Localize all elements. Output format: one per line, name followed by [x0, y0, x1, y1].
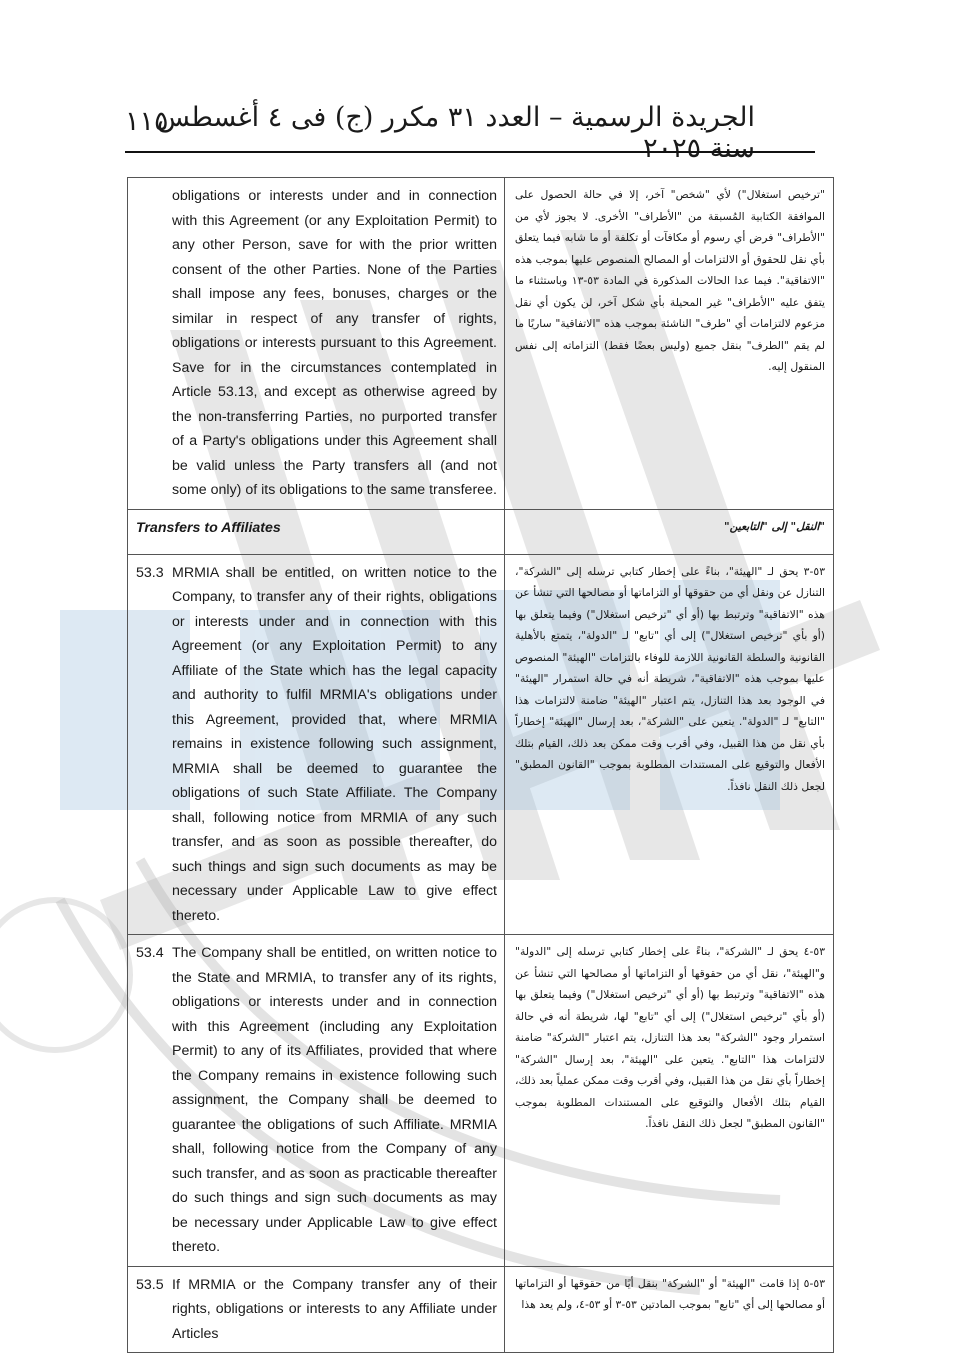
- arabic-clause-text: ٥٣-٥ إذا قامت "الهيئة" أو "الشركة" بنقل أيًا من حقوقها أو التزاماتها أو مصالحها إلى أي "تابع" بموجب المادتين ٥٣-٣ أو ٥٣-٤، ولم يعد هذا: [515, 1276, 825, 1311]
- arabic-clause-text: "ترخيص استغلال") لأي "شخص" آخر، إلا في حالة الحصول على الموافقة الكتابية المُسبقة من "الأطراف" الأخرى. لا يجوز لأي من "الأطراف" فرض أي رسوم أو مكافآت أو تكلفة أو ما شابه فيما يتعلق بأي نقل للحقوق أو الالتزامات أو المصالح المنصوص عليها بموجب هذه "الاتفاقية". فيما عدا الحالات المذكورة في المادة ٥٣-١٣ وباستثناء ما يتفق عليه "الأطراف" غير المحيلة بأي شكل آخر، لن يكون أي نقل مزعوم لالتزامات أي "طرف" الناشئة بموجب هذه "الاتفاقية" ساريًا ما لم يقم "الطرف" بنقل جميع (وليس بعضًا فقط) التزاماته إلى نفس المنقول إليه.: [515, 188, 825, 373]
- clause-number: 53.5: [136, 1276, 164, 1293]
- english-cell: [128, 1266, 505, 1353]
- table-row: [128, 178, 834, 510]
- english-cell: [128, 935, 505, 1267]
- english-cell: [128, 178, 505, 510]
- clause-text: If MRMIA or the Company transfer any of their rights, obligations or interests to any Affiliate under Articles: [172, 1276, 497, 1342]
- clause-text: The Company shall be entitled, on written notice to the State and MRMIA, to transfer any of its rights, obligations or interests under and in connection with this Agreement (including any Exploitation Permit) to any of its Affiliates, provided that where the Company remains in existence following such assignment, the Company shall be deemed to guarantee the obligations of such Affiliate. MRMIA shall, following notice from the Company of any such transfer, and as soon as practicable thereafter do such things and sign such documents as may be necessary under Applicable Law to give effect thereto.: [172, 945, 497, 1255]
- clause-number: 53.4: [136, 945, 164, 961]
- arabic-cell: [505, 935, 834, 1267]
- arabic-cell: [505, 554, 834, 935]
- arabic-cell: [505, 178, 834, 510]
- clause-number: 53.3: [136, 564, 164, 581]
- clause-text: obligations or interests under and in connection with this Agreement (or any Exploitation Permit) to any other Person, save for with the prior written consent of the other Parties. None of the Parties shall impose any fees, bonuses, charges or the similar in respect of any transfer of rights, obligations or interests pursuant to this Agreement. Save for in the circumstances contemplated in Article 53.13, and except as otherwise agreed by the non-transferring Parties, no purported transfer of a Party's obligations under this Agreement shall be valid unless the Party transfers all (and not some only) of its obligations to the same transferee.: [172, 188, 497, 498]
- header-rule: [125, 151, 815, 153]
- section-heading-ar: "النقل" إلى "التابعين": [505, 509, 834, 554]
- arabic-clause-text: ٥٣-٤ يحق لـ "الشركة"، بناءً على إخطار كتابي ترسله إلى "الدولة" و"الهيئة"، نقل أي من حقوقها أو التزاماتها أو مصالحها التي تنشأ عن هذه "الاتفاقية" وترتبط بها (أو أي "ترخيص استغلال") وفيما يتعلق بها (أو بأي "ترخيص استغلال") إلى أي "تابع" لها، شريطة أنه في حالة استمرار وجود "الشركة" بعد هذا التنازل، يتم اعتبار "الشركة" ضامنة لالتزامات هذا "التابع". يتعين على "الهيئة"، بعد إرسال "الشركة" إخطاراً بأي نقل من هذا القبيل، وفي أقرب وقت ممكن عملياً بعد ذلك، القيام بتلك الأفعال والتوقيع على المستندات المطلوبة بموجب "القانون المطبق" لجعل ذلك النقل نافذاً.: [515, 945, 825, 1130]
- english-cell: [128, 554, 505, 935]
- section-heading-en: Transfers to Affiliates: [128, 509, 505, 554]
- page-number: ١١٥: [125, 106, 169, 137]
- table-row: [128, 509, 834, 554]
- table-row: [128, 935, 834, 1267]
- arabic-cell: [505, 1266, 834, 1353]
- gazette-title: الجريدة الرسمية – العدد ٣١ مكرر (ج) فى ٤ أغسطس سنة ٢٠٢٥: [156, 102, 755, 164]
- table-row: [128, 554, 834, 935]
- clause-text: MRMIA shall be entitled, on written notice to the Company, to transfer any of their rights, obligations or interests under and in connection with this Agreement (or any Exploitation Permit) to any Affiliate of the State which has the legal capacity and authority to fulfil MRMIA's obligations under this Agreement, provided that, where MRMIA remains in existence following such assignment, MRMIA shall be deemed to guarantee the obligations of such State Affiliate. The Company shall, following notice from MRMIA of any such transfer, and as soon as possible thereafter, do such things and sign such documents as may be necessary under Applicable Law to give effect thereto.: [172, 564, 497, 924]
- table-row: [128, 1266, 834, 1353]
- bilingual-table: [127, 177, 834, 1353]
- page-header: [125, 88, 815, 164]
- arabic-clause-text: ٥٣-٣ يحق لـ "الهيئة"، بناءً على إخطار كتابي ترسله إلى "الشركة"، التنازل عن ونقل أي من حقوقها أو التزاماتها أو مصالحها التي تنشأ عن هذه "الاتفاقية" وترتبط بها (أو أي "ترخيص استغلال") وفيما يتعلق بها (أو بأي "ترخيص استغلال") إلى أي "تابع" لـ "الدولة"، يتمتع بالأهلية القانونية والسلطة القانونية اللازمة للوفاء بالتزامات "الهيئة" المنصوص عليها بموجب هذه "الاتفاقية"، شريطة أنه في حالة استمرار "الهيئة" في الوجود بعد هذا التنازل، يتم اعتبار "الهيئة" ضامنة لالتزامات هذا "التابع" لـ "الدولة". يتعين على "الشركة"، بعد إرسال "الهيئة" إخطاراً بأي نقل من هذا القبيل، وفي أقرب وقت ممكن بعد ذلك، القيام بتلك الأفعال والتوقيع على المستندات المطلوبة بموجب "القانون المطبق" لجعل ذلك النقل نافذاً.: [515, 564, 825, 793]
